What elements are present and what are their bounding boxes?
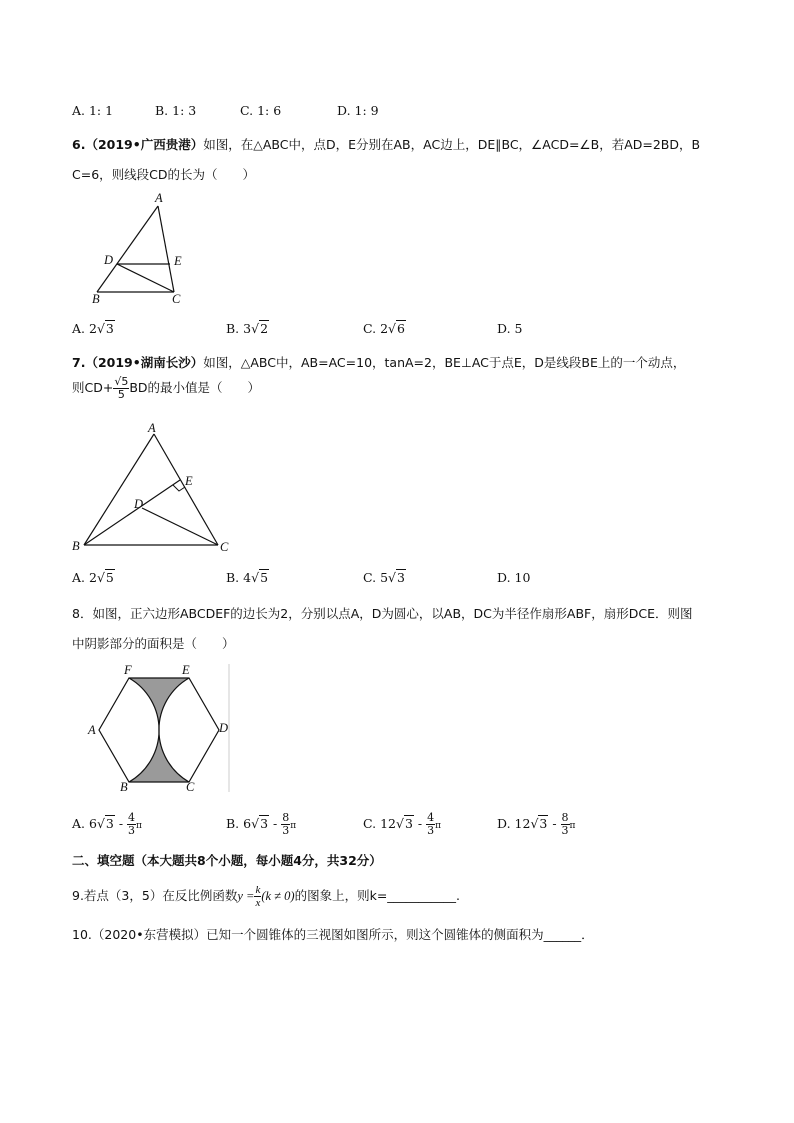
q6-option-c: C. 2√6 (363, 321, 405, 336)
q7-label-b: B (72, 539, 80, 553)
q9-line: 9.若点（3，5）在反比例函数y = $\frac{k}{x}$ (k ≠ 0)的图象上，则k=___________. (72, 884, 461, 909)
q6-label-c: C (172, 292, 181, 306)
q6-option-a: A. 2√3 (72, 321, 114, 336)
q7-number: 7. (72, 355, 86, 370)
q8-label-f: F (124, 663, 132, 677)
q9-fraction: $\frac{k}{x}$ (255, 884, 261, 909)
q7-label-e: E (185, 474, 193, 488)
q7-label-a: A (148, 421, 156, 435)
q8-stem-line1: 8．如图，正六边形ABCDEF的边长为2，分别以点A，D为圆心，以AB，DC为半径作扇形ABF，扇形DCE．则图 (72, 606, 693, 621)
q6-line1 (72, 135, 700, 153)
q8-option-a: A. 6√3 - $\frac{4}{3}$ π (72, 811, 142, 837)
q7-option-d: D. 10 (497, 570, 531, 585)
q7-triangle-figure (70, 420, 240, 560)
q5-option-c: C. 1: 6 (240, 103, 282, 118)
q6-stem-line1: 如图，在△ABC中，点D，E分别在AB，AC边上，DE∥BC，∠ACD=∠B，若AD=2BD，B (203, 137, 701, 152)
q8-label-b: B (120, 780, 128, 794)
q5-option-a: A. 1: 1 (72, 103, 114, 118)
q7-option-a: A. 2√5 (72, 570, 114, 585)
q8-label-c: C (186, 780, 195, 794)
q6-option-b: B. 3√2 (226, 321, 269, 336)
q8-hexagon-figure (86, 660, 236, 795)
q6-stem-line2: C=6，则线段CD的长为（ ） (72, 167, 256, 182)
q7-label-d: D (134, 497, 144, 511)
q8-option-c: C. 12√3 - $\frac{4}{3}$ π (363, 811, 441, 837)
q7-option-b: B. 4√5 (226, 570, 269, 585)
q7-stem-line1: 如图，△ABC中，AB=AC=10，tanA=2，BE⊥AC于点E，D是线段BE上的一个动点， (203, 355, 686, 370)
q6-source: （2019•广西贵港） (85, 137, 204, 152)
q5-option-d: D. 1: 9 (337, 103, 379, 118)
q8-label-d: D (219, 721, 229, 735)
q6-number: 6. (72, 137, 86, 152)
q8-option-d: D. 12√3 - $\frac{8}{3}$ π (497, 811, 576, 837)
q6-label-d: D (104, 253, 114, 267)
q5-option-b: B. 1: 3 (155, 103, 197, 118)
q8-label-e: E (182, 663, 190, 677)
q7-stem-line2: 则CD+ $\frac{√5}{5}$ BD的最小值是（ ） (72, 375, 261, 401)
section-heading: 二、填空题（本大题共8个小题，每小题4分，共32分） (72, 853, 382, 868)
q7-option-c: C. 5√3 (363, 570, 405, 585)
q7-fraction: $\frac{√5}{5}$ (114, 375, 129, 401)
q6-option-d: D. 5 (497, 321, 523, 336)
q6-label-a: A (155, 191, 163, 205)
q7-source: （2019•湖南长沙） (85, 355, 204, 370)
q6-label-b: B (92, 292, 100, 306)
q8-option-b: B. 6√3 - $\frac{8}{3}$ π (226, 811, 297, 837)
q6-label-e: E (174, 254, 182, 268)
q6-triangle-figure (88, 192, 198, 307)
q10-line: 10.（2020•东营模拟）已知一个圆锥体的三视图如图所示，则这个圆锥体的侧面积为______． (72, 927, 594, 942)
q8-label-a: A (88, 723, 96, 737)
q7-line1 (72, 353, 685, 371)
q7-label-c: C (220, 540, 229, 554)
q8-stem-line2: 中阴影部分的面积是（ ） (72, 636, 235, 651)
